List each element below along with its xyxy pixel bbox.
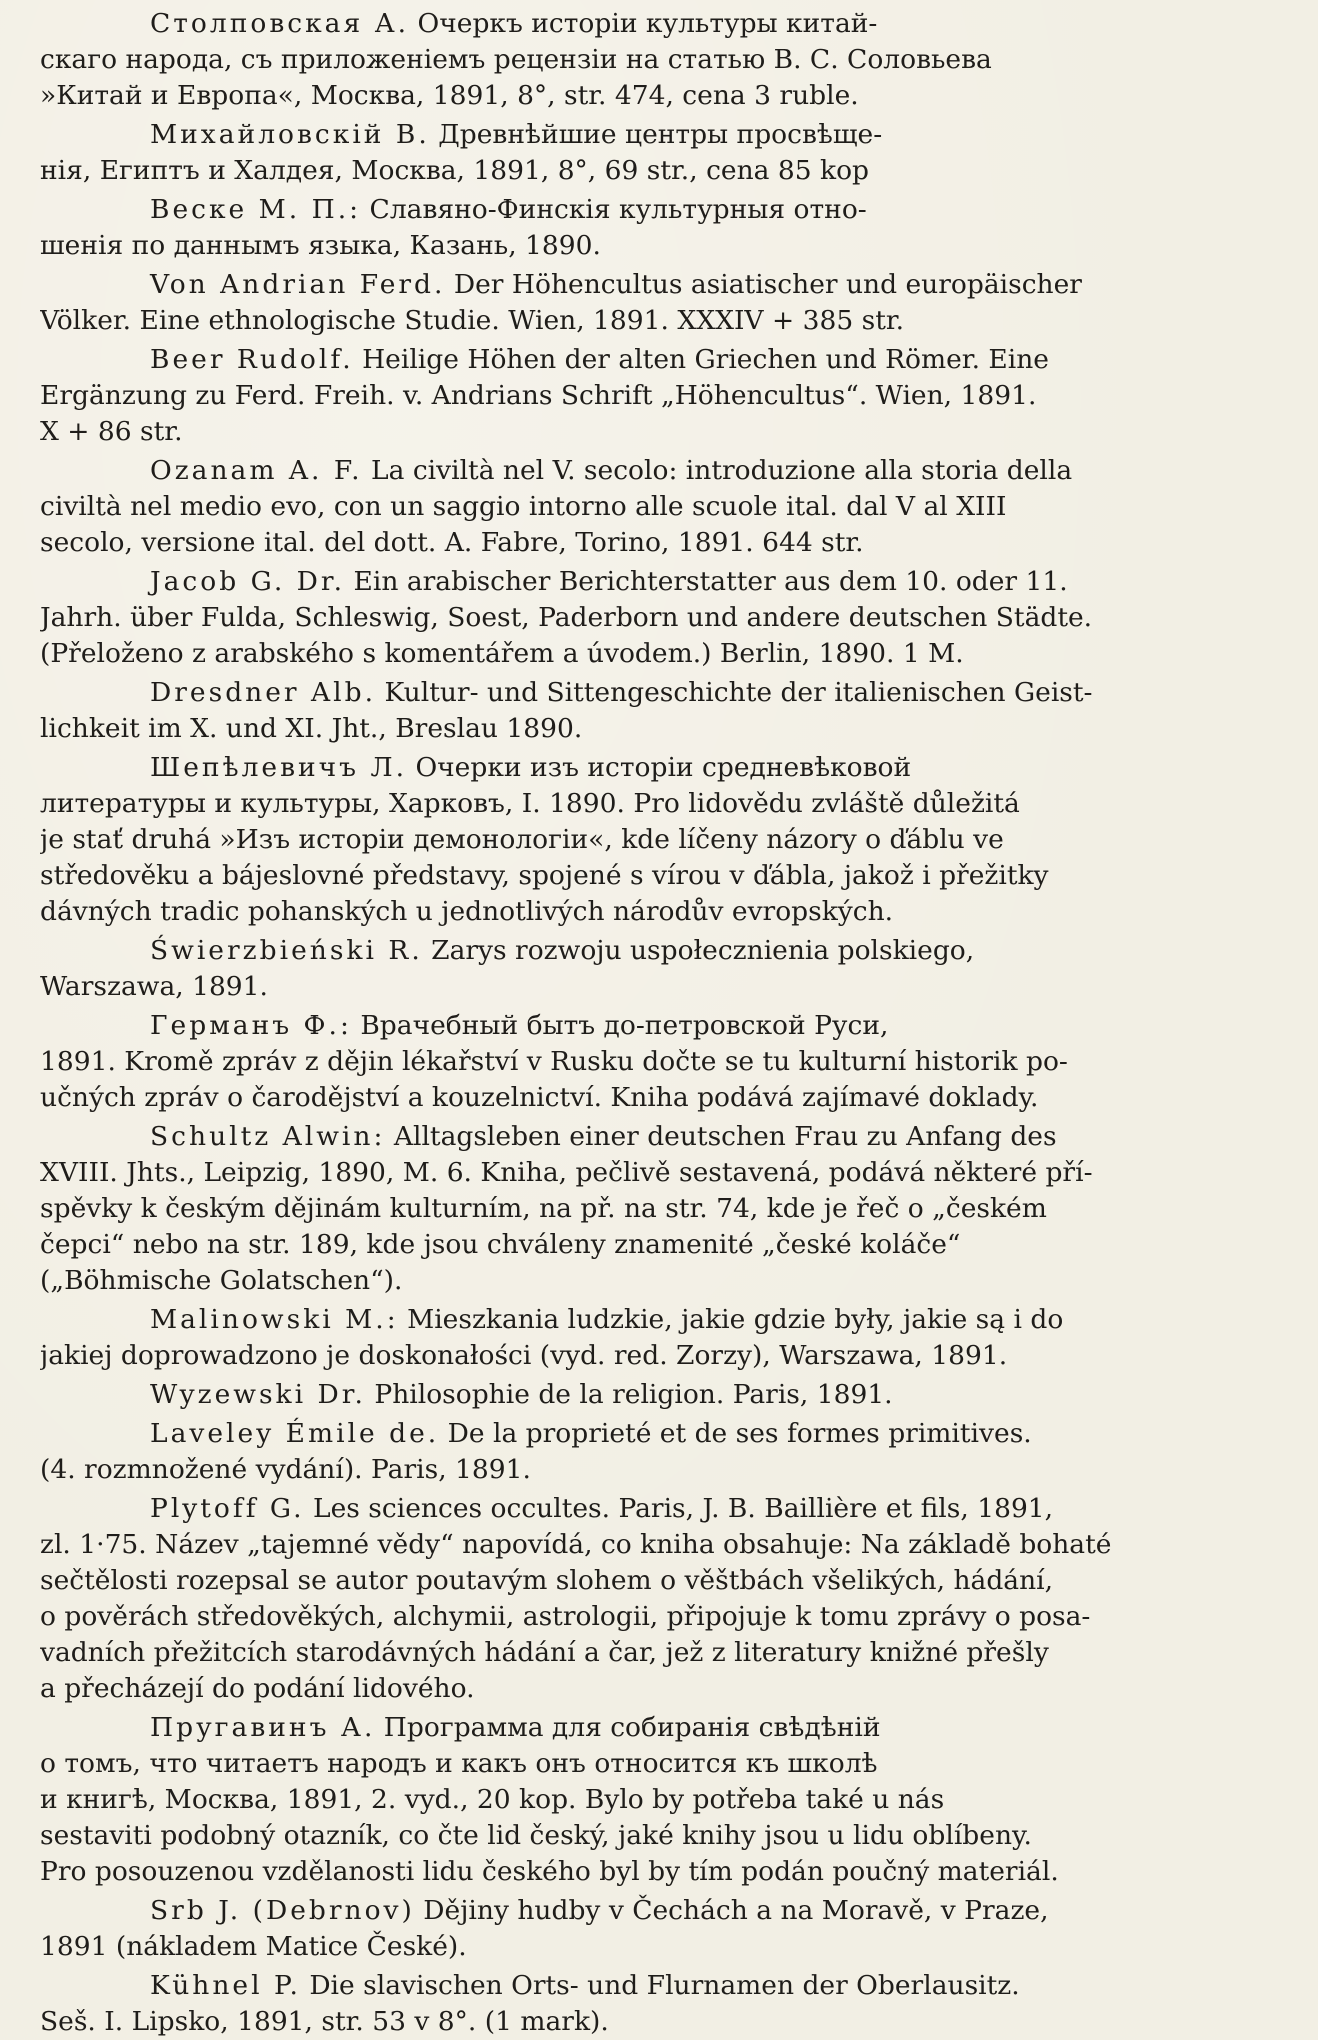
entry-line: zl. 1·75. Název „tajemné vědy“ napovídá, co kniha obsahuje: Na základě bohaté — [40, 1529, 1112, 1560]
entry-line: нія, Египтъ и Халдея, Москва, 1891, 8°, 69 str., cena 85 kop — [40, 155, 870, 186]
bib-entry-prugavin — [40, 1710, 1290, 1890]
bib-entry-jacob — [40, 564, 1290, 672]
entry-line — [40, 1968, 1290, 2004]
entry-line: X + 86 str. — [40, 416, 183, 447]
entry-text: Программа для собиранія свѣдѣній — [375, 1712, 881, 1743]
entry-line — [40, 750, 1290, 786]
entry-line: jakiej doprowadzono je doskonałości (vyd. red. Zorzy), Warszawa, 1891. — [40, 1340, 1008, 1371]
entry-line: Pro posouzenou vzdělanosti lidu českého byl by tím podán poučný materiál. — [40, 1856, 1059, 1887]
entry-author: Пругавинъ А. — [150, 1712, 376, 1743]
entry-text: Ein arabischer Berichterstatter aus dem 10. oder 11. — [345, 566, 1068, 597]
entry-line: (Přeloženo z arabského s komentářem a úvodem.) Berlin, 1890. 1 M. — [40, 638, 964, 669]
entry-line: čepci“ nebo na str. 189, kde jsou chváleny znamenité „české koláče“ — [40, 1229, 961, 1260]
entry-line: и книгѣ, Москва, 1891, 2. vyd., 20 kop. Bylo by potřeba také u nás — [40, 1784, 945, 1815]
entry-line: »Китай и Европа«, Москва, 1891, 8°, str. 474, cena 3 ruble. — [40, 80, 859, 111]
bib-entry-kuhnel — [40, 1968, 1290, 2040]
entry-author: Schultz Alwin: — [150, 1121, 386, 1152]
entry-line: Völker. Eine ethnologische Studie. Wien, 1891. XXXIV + 385 str. — [40, 305, 905, 336]
bib-entry-beer — [40, 342, 1290, 450]
entry-line — [40, 1119, 1290, 1155]
entry-line: скаго народа, съ приложеніемъ рецензіи на статью В. С. Соловьева — [40, 44, 992, 75]
entry-text: Die slavischen Orts- und Flurnamen der Oberlausitz. — [300, 1970, 1020, 2001]
entry-line: 1891. Kromě zpráv z dějin lékařství v Rusku dočte se tu kulturní historik po- — [40, 1046, 1068, 1077]
bib-entry-shepelevich — [40, 750, 1290, 930]
entry-author: Von Andrian Ferd. — [150, 269, 446, 300]
entry-line: středověku a bájeslovné představy, spojené s vírou v ďábla, jakož i přežitky — [40, 860, 1049, 891]
bib-entry-swierzbienski — [40, 933, 1290, 1005]
entry-text: Очеркъ исторіи культуры китай- — [409, 8, 878, 39]
entry-line: 1891 (nákladem Matice České). — [40, 1931, 467, 1962]
entry-line: civiltà nel medio evo, con un saggio intorno alle scuole ital. dal V al XIII — [40, 491, 1007, 522]
bib-entry-plytoff — [40, 1491, 1290, 1707]
entry-line — [40, 1416, 1290, 1452]
entry-line: sečtělosti rozepsal se autor poutavým slohem o věštbách všelikých, hádání, — [40, 1565, 1054, 1596]
entry-author: Ozanam A. F. — [150, 455, 363, 486]
entry-author: Świerzbieński R. — [150, 935, 423, 966]
entry-line — [40, 675, 1290, 711]
entry-line — [40, 342, 1290, 378]
entry-line — [40, 933, 1290, 969]
entry-line — [40, 1491, 1290, 1527]
entry-text: Heilige Höhen der alten Griechen und Römer. Eine — [353, 344, 1049, 375]
entry-line: XVIII. Jhts., Leipzig, 1890, M. 6. Kniha, pečlivě sestavená, podává některé pří- — [40, 1157, 1093, 1188]
entry-line: Warszawa, 1891. — [40, 971, 268, 1002]
entry-line: шенія по даннымъ языка, Казань, 1890. — [40, 230, 601, 261]
entry-text: Der Höhencultus asiatischer und europäischer — [445, 269, 1082, 300]
entry-line — [40, 564, 1290, 600]
entry-line — [40, 1893, 1290, 1929]
entry-text: La civiltà nel V. secolo: introduzione alla storia della — [362, 455, 1073, 486]
entry-line: lichkeit im X. und XI. Jht., Breslau 1890. — [40, 713, 583, 744]
entry-text: Les sciences occultes. Paris, J. B. Baillière et fils, 1891, — [304, 1493, 1054, 1524]
entry-line — [40, 1377, 1290, 1413]
bib-entry-schultz — [40, 1119, 1290, 1299]
entry-text: Alltagsleben einer deutschen Frau zu Anfang des — [385, 1121, 1057, 1152]
bib-entry-malinowski — [40, 1302, 1290, 1374]
bib-entry-laveley — [40, 1416, 1290, 1488]
entry-author: Германъ Ф.: — [150, 1010, 352, 1041]
bib-entry-german — [40, 1008, 1290, 1116]
entry-line: o pověrách středověkých, alchymii, astrologii, připojuje k tomu zprávy o posa- — [40, 1601, 1091, 1632]
entry-line — [40, 453, 1290, 489]
entry-text: Dějiny hudby v Čechách a na Moravě, v Praze, — [414, 1895, 1049, 1926]
entry-line: je stať druhá »Изъ исторіи демонологіи«, kde líčeny názory o ďáblu ve — [40, 824, 1004, 855]
entry-line — [40, 192, 1290, 228]
entry-line — [40, 267, 1290, 303]
entry-author: Srb J. (Debrnov) — [150, 1895, 415, 1926]
entry-author: Михайловскій В. — [150, 119, 430, 150]
entry-author: Wyzewski Dr. — [150, 1379, 366, 1410]
entry-line: о томъ, что читаетъ народъ и какъ онъ относится къ школѣ — [40, 1748, 878, 1779]
bib-entry-mikhailovsky — [40, 117, 1290, 189]
entry-line: dávných tradic pohanských u jednotlivých národův evropských. — [40, 896, 894, 927]
entry-author: Malinowski M.: — [150, 1304, 399, 1335]
entry-line: („Böhmische Golatschen“). — [40, 1265, 403, 1296]
entry-line — [40, 6, 1290, 42]
entry-author: Dresdner Alb. — [150, 677, 377, 708]
entry-line: vadních přežitcích starodávných hádání a čar, jež z literatury knižné přešly — [40, 1637, 1049, 1668]
bib-entry-srb — [40, 1893, 1290, 1965]
entry-author: Laveley Émile de. — [150, 1418, 440, 1449]
entry-text: Древнѣйшие центры просвѣще- — [429, 119, 883, 150]
entry-author: Beer Rudolf. — [150, 344, 354, 375]
bib-entry-ozanam — [40, 453, 1290, 561]
entry-line: Ergänzung zu Ferd. Freih. v. Andrians Schrift „Höhencultus“. Wien, 1891. — [40, 380, 1037, 411]
entry-author: Plytoff G. — [150, 1493, 305, 1524]
entry-line: Seš. I. Lipsko, 1891, str. 53 v 8°. (1 mark). — [40, 2006, 609, 2037]
entry-line: (4. rozmnožené vydání). Paris, 1891. — [40, 1454, 531, 1485]
entry-author: Jacob G. Dr. — [150, 566, 346, 597]
entry-text: De la proprieté et de ses formes primitives. — [439, 1418, 1032, 1449]
bib-entry-andrian — [40, 267, 1290, 339]
entry-line — [40, 1710, 1290, 1746]
bib-entry-wyzewski — [40, 1377, 1290, 1413]
entry-line: spěvky k českým dějinám kulturním, na př. na str. 74, kde je řeč o „českém — [40, 1193, 1047, 1224]
entry-text: Zarys rozwoju uspołecznienia polskiego, — [422, 935, 975, 966]
entry-author: Веске М. П.: — [150, 194, 362, 225]
entry-text: Врачебный бытъ до-петровской Руси, — [351, 1010, 889, 1041]
bib-entry-veske — [40, 192, 1290, 264]
entry-line — [40, 117, 1290, 153]
entry-line — [40, 1008, 1290, 1044]
entry-text: Mieszkania ludzkie, jakie gdzie były, jakie są i do — [398, 1304, 1064, 1335]
bib-entry-dresdner — [40, 675, 1290, 747]
entry-line: a přecházejí do podání lidového. — [40, 1673, 475, 1704]
entry-line: secolo, versione ital. del dott. A. Fabre, Torino, 1891. 644 str. — [40, 527, 864, 558]
entry-line: učných zpráv o čarodějství a kouzelnictví. Kniha podává zajímavé doklady. — [40, 1082, 1039, 1113]
entry-line — [40, 1302, 1290, 1338]
entry-text: Славяно-Финскія культурныя отно- — [361, 194, 867, 225]
entry-line: sestaviti podobný otazník, co čte lid český, jaké knihy jsou u lidu oblíbeny. — [40, 1820, 1032, 1851]
entry-text: Philosophie de la religion. Paris, 1891. — [365, 1379, 893, 1410]
entry-line: Jahrh. über Fulda, Schleswig, Soest, Paderborn und andere deutschen Städte. — [40, 602, 1093, 633]
entry-author: Kühnel P. — [150, 1970, 301, 2001]
entry-text: Очерки изъ исторіи средневѣковой — [407, 752, 912, 783]
entry-line: литературы и культуры, Харковъ, I. 1890. Pro lidovědu zvláště důležitá — [40, 788, 1020, 819]
entry-text: Kultur- und Sittengeschichte der italienischen Geist- — [376, 677, 1093, 708]
bib-entry-stolpovskaya — [40, 6, 1290, 114]
entry-author: Столповская А. — [150, 8, 410, 39]
entry-author: Шепѣлевичъ Л. — [150, 752, 408, 783]
